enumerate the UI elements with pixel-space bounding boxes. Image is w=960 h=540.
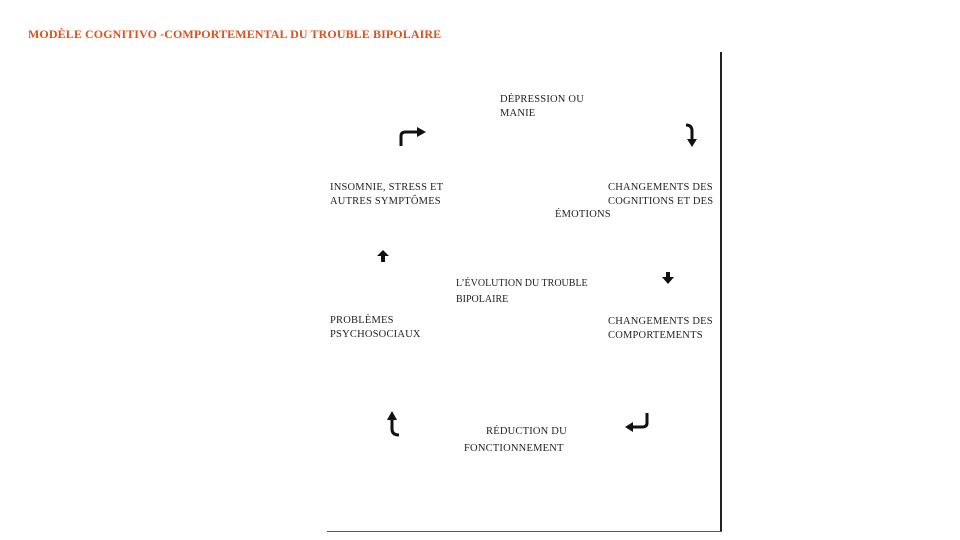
arrow-down-icon <box>661 271 675 285</box>
node-changements-comportements: CHANGEMENTS DES COMPORTEMENTS <box>608 316 713 341</box>
node-insomnie-stress: INSOMNIE, STRESS ET AUTRES SYMPTÔMES <box>330 182 444 207</box>
curved-arrow-right-icon <box>398 126 428 148</box>
center-label-evolution: L’ÉVOLUTION DU TROUBLE BIPOLAIRE <box>456 278 588 305</box>
curved-arrow-left-icon <box>623 411 651 435</box>
node-depression-ou-manie: DÉPRESSION OU MANIE <box>500 94 584 119</box>
arrow-up-icon <box>376 249 390 263</box>
curved-arrow-down-icon <box>683 123 701 149</box>
node-reduction-fonctionnement: RÉDUCTION DU <box>486 426 567 437</box>
slide-title: MODÈLE COGNITIVO -COMPORTEMENTAL DU TROUBLE BIPOLAIRE <box>28 27 442 41</box>
diagram-frame-right-border <box>720 52 722 532</box>
diagram-frame-bottom-border <box>327 531 722 532</box>
node-changements-cognitions: CHANGEMENTS DES COGNITIONS ET DES <box>608 182 714 207</box>
node-problemes-psychosociaux: PROBLÈMES PSYCHOSOCIAUX <box>330 315 421 340</box>
node-changements-cognitions-tail: ÉMOTIONS <box>555 209 611 220</box>
node-reduction-fonctionnement-tail: FONCTIONNEMENT <box>464 443 564 454</box>
curved-arrow-up-icon <box>383 409 403 437</box>
